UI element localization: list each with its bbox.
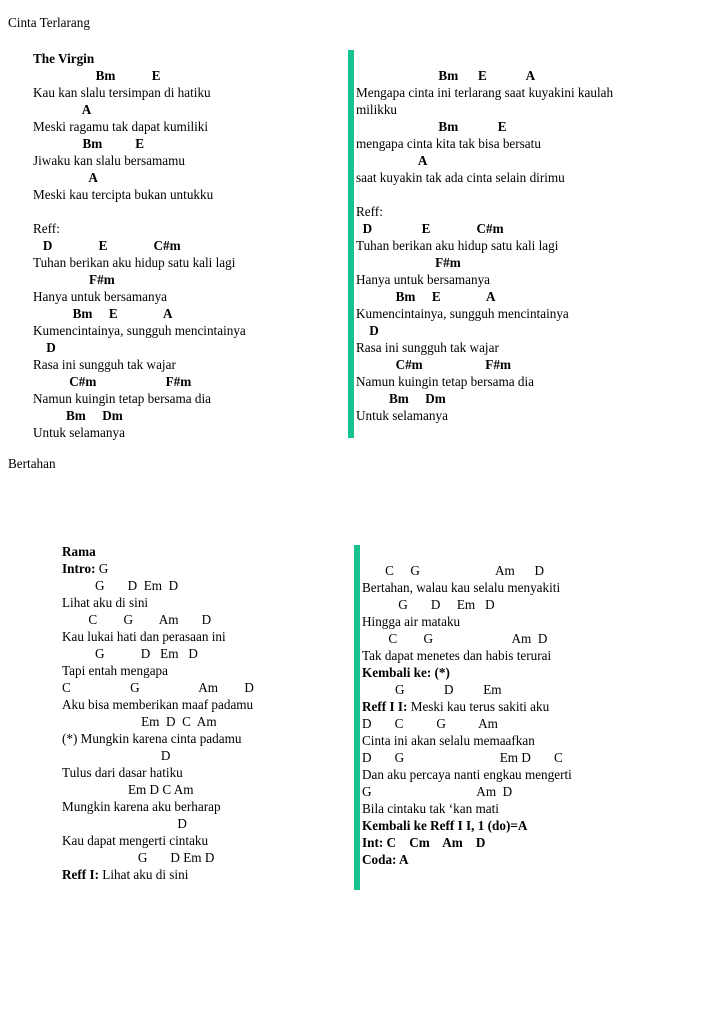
lyric-line: G D Em D	[362, 597, 495, 612]
heading-line: Rama	[62, 544, 96, 559]
lyric-line: saat kuyakin tak ada cinta selain dirimu	[356, 170, 565, 185]
section-label: Reff I:	[62, 867, 103, 882]
lyric-line: Untuk selamanya	[356, 408, 448, 423]
song1-right-column	[356, 67, 716, 427]
lyric-line: Meski ragamu tak dapat kumiliki	[33, 119, 209, 134]
lyric-line: Tapi entah mengapa	[62, 663, 168, 678]
lyric-line: D G Em D C	[362, 750, 563, 765]
lyric-line: Kumencintainya, sungguh mencintainya	[33, 323, 246, 338]
chord-line: Bm E	[33, 136, 144, 151]
song2-left-column	[62, 543, 352, 893]
lyric-line: Lihat aku di sini	[62, 595, 149, 610]
section-text: G	[98, 561, 109, 576]
chord-line: D	[356, 323, 379, 338]
lyric-line: Kau kan slalu tersimpan di hatiku	[33, 85, 211, 100]
lyric-line: Kumencintainya, sungguh mencintainya	[356, 306, 569, 321]
lyric-line: Namun kuingin tetap bersama dia	[33, 391, 211, 406]
lyric-line: Meski kau tercipta bukan untukku	[33, 187, 214, 202]
lyric-line: mengapa cinta kita tak bisa bersatu	[356, 136, 541, 151]
lyric-line: G D Em D	[62, 646, 198, 661]
heading-line: Kembali ke Reff I I, 1 (do)=A	[362, 818, 528, 833]
chord-line: A	[356, 153, 428, 168]
lyric-line: Bila cintaku tak ‘kan mati	[362, 801, 499, 816]
lyric-line: Em D C Am	[62, 714, 217, 729]
lyric-line: milikku	[356, 102, 398, 117]
lyric-line: Cinta ini akan selalu memaafkan	[362, 733, 535, 748]
chord-line: Bm E	[33, 68, 161, 83]
chord-line: Bm E A	[33, 306, 173, 321]
lyric-line: Hanya untuk bersamanya	[356, 272, 491, 287]
heading-line: Int: C Cm Am D	[362, 835, 486, 850]
lyric-line: Em D C Am	[62, 782, 194, 797]
section-text: Meski kau terus sakiti aku	[410, 699, 550, 714]
chord-line: D E C#m	[356, 221, 504, 236]
lyric-line	[62, 560, 108, 577]
section-text: Lihat aku di sini	[102, 867, 189, 882]
lyric-line: Hingga air mataku	[362, 614, 461, 629]
lyric-line: Kau lukai hati dan perasaan ini	[62, 629, 226, 644]
lyric-line: Mengapa cinta ini terlarang saat kuyakini kaulah	[356, 85, 614, 100]
document-title: Cinta Terlarang	[8, 15, 90, 30]
chord-line: D E C#m	[33, 238, 181, 253]
lyric-line: G D Em D	[62, 578, 179, 593]
lyric-line: D	[62, 748, 171, 763]
heading-line: The Virgin	[33, 51, 95, 66]
lyric-line: Rasa ini sungguh tak wajar	[33, 357, 176, 372]
lyric-line: Reff:	[33, 221, 60, 236]
chord-line: A	[33, 170, 98, 185]
lyric-line: Kau dapat mengerti cintaku	[62, 833, 209, 848]
lyric-line: Jiwaku kan slalu bersamamu	[33, 153, 185, 168]
lyric-line: Tulus dari dasar hatiku	[62, 765, 183, 780]
chord-line: F#m	[33, 272, 115, 287]
section-label: Reff I I:	[362, 699, 411, 714]
lyric-line: G Am D	[362, 784, 513, 799]
lyric-line: Rasa ini sungguh tak wajar	[356, 340, 499, 355]
song1-divider	[348, 50, 354, 438]
lyric-line: G D Em	[362, 682, 502, 697]
lyric-line: Namun kuingin tetap bersama dia	[356, 374, 534, 389]
lyric-line: Reff:	[356, 204, 383, 219]
chord-line: Bm E A	[356, 68, 536, 83]
lyric-line: (*) Mungkin karena cinta padamu	[62, 731, 242, 746]
lyric-line: D C G Am	[362, 716, 498, 731]
lyric-line: Tak dapat menetes dan habis terurai	[362, 648, 552, 663]
song1-left-column	[33, 50, 343, 450]
lyric-line: Untuk selamanya	[33, 425, 125, 440]
chord-line: A	[33, 102, 92, 117]
chord-line: Bm E A	[356, 289, 496, 304]
lyric-line: Aku bisa memberikan maaf padamu	[62, 697, 254, 712]
lyric-line: C G Am D	[62, 680, 254, 695]
chord-line: Bm Dm	[33, 408, 123, 423]
chord-line: Bm E	[356, 119, 507, 134]
lyric-line: Tuhan berikan aku hidup satu kali lagi	[356, 238, 559, 253]
section-label: Intro:	[62, 561, 99, 576]
lyric-line: Hanya untuk bersamanya	[33, 289, 168, 304]
lyric-line: Dan aku percaya nanti engkau mengerti	[362, 767, 572, 782]
lyric-line: C G Am D	[62, 612, 212, 627]
lyric-line: C G Am D	[362, 563, 545, 578]
song2-divider	[354, 545, 360, 890]
heading-line: Coda: A	[362, 852, 409, 867]
lyric-line	[362, 698, 549, 715]
song2-right-column	[362, 562, 702, 882]
heading-line: Kembali ke: (*)	[362, 665, 450, 680]
lyric-line: D	[62, 816, 187, 831]
lyric-line	[62, 866, 188, 883]
lyric-line: Bertahan, walau kau selalu menyakiti	[362, 580, 561, 595]
section-title: Bertahan	[8, 456, 56, 471]
lyric-line: Mungkin karena aku berharap	[62, 799, 221, 814]
lyric-line: C G Am D	[362, 631, 548, 646]
chord-line: C#m F#m	[33, 374, 192, 389]
lyric-line: Tuhan berikan aku hidup satu kali lagi	[33, 255, 236, 270]
chord-line: F#m	[356, 255, 461, 270]
chord-line: Bm Dm	[356, 391, 446, 406]
lyric-line: G D Em D	[62, 850, 215, 865]
chord-line: C#m F#m	[356, 357, 511, 372]
chord-line: D	[33, 340, 56, 355]
